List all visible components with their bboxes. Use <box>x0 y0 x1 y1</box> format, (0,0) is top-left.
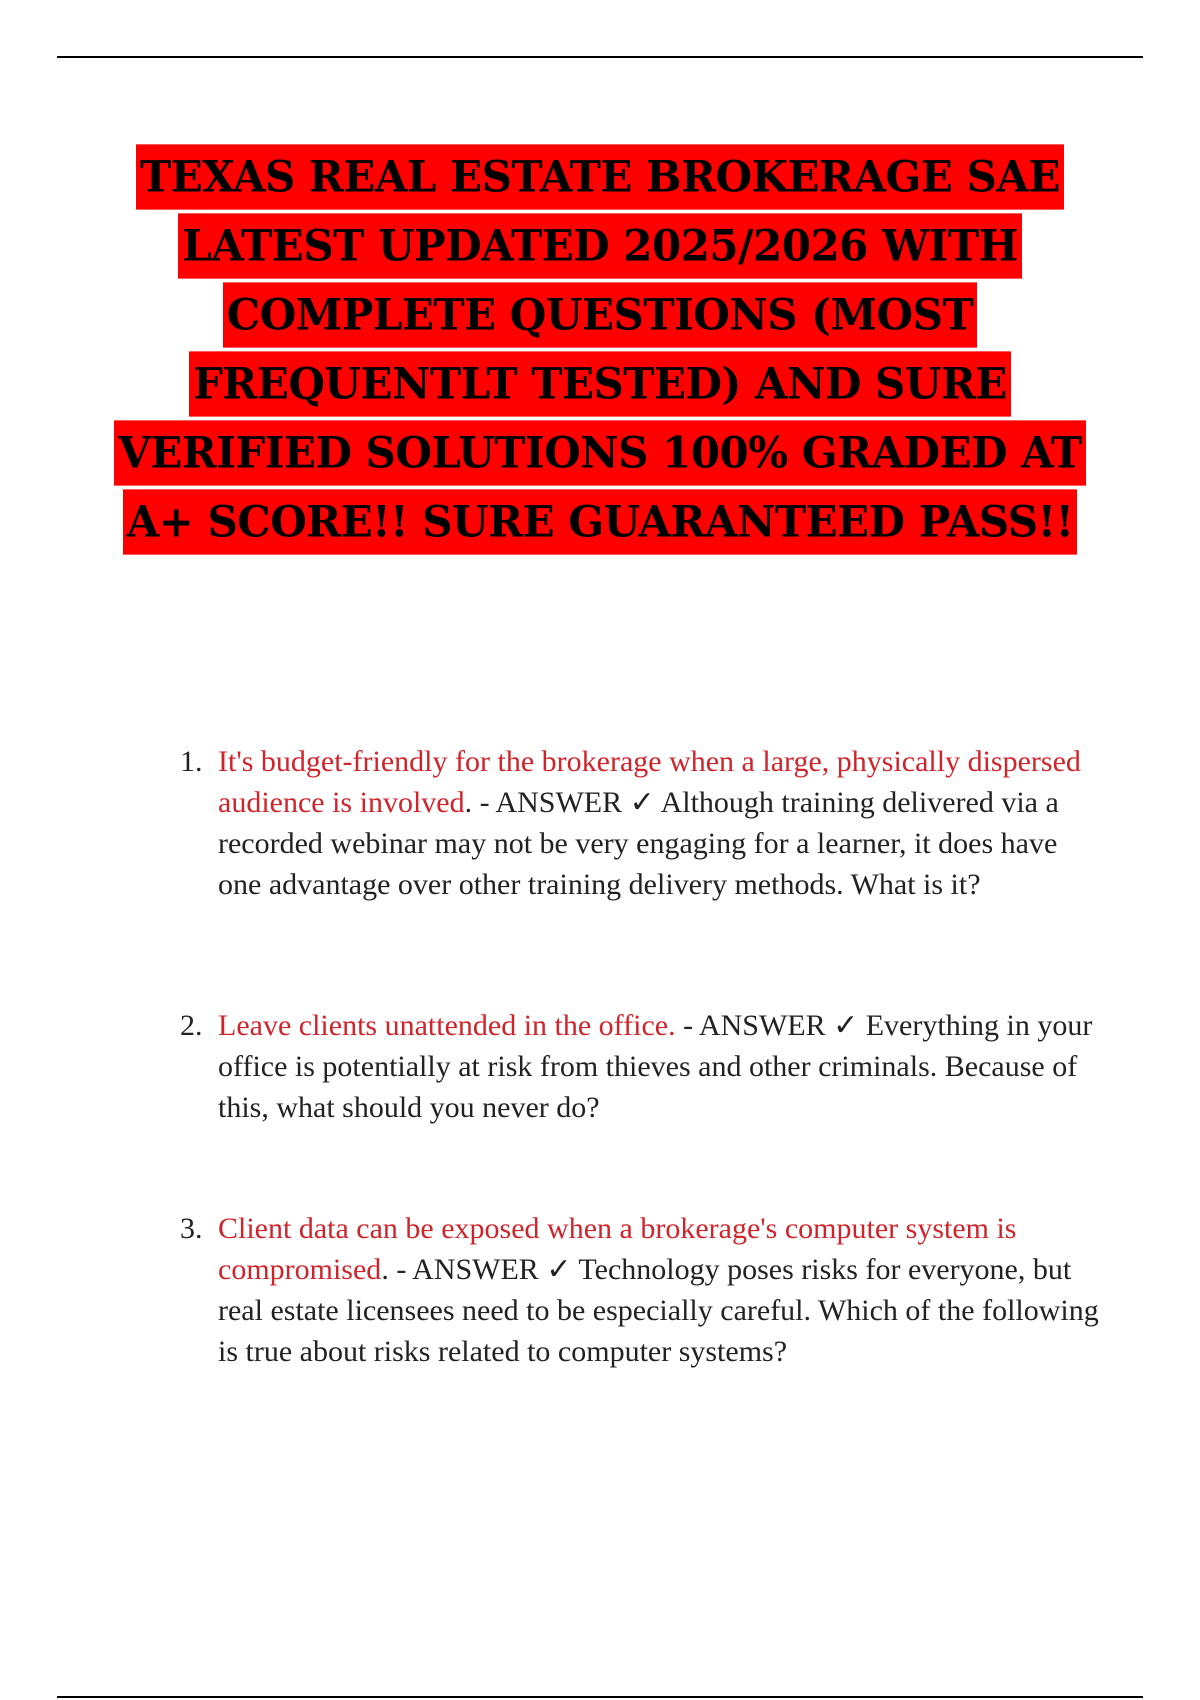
answer-separator: . - ANSWER ✓ <box>464 786 661 819</box>
item-number: 3. <box>180 1212 203 1245</box>
qa-item-3 <box>170 1208 1100 1372</box>
answer-separator: - ANSWER ✓ <box>675 1009 866 1042</box>
title-line-2: LATEST UPDATED 2025/2026 WITH <box>178 213 1022 278</box>
qa-item-1 <box>170 741 1100 905</box>
question-text: Although training delivered via a recorded webinar may not be very engaging for a learner, it does have one advantage over other training delivery methods. What is it? <box>218 786 1059 901</box>
qa-list <box>170 741 1100 1372</box>
document-title <box>100 145 1100 559</box>
answer-text: It's budget-friendly for the brokerage when a large, physically dispersed audience is involved <box>218 745 1081 819</box>
title-line-4: FREQUENTLT TESTED) AND SURE <box>189 351 1011 416</box>
qa-item-2 <box>170 1005 1100 1128</box>
item-number: 1. <box>180 745 203 778</box>
answer-text: Leave clients unattended in the office. <box>218 1009 676 1042</box>
item-number: 2. <box>180 1009 203 1042</box>
title-line-6: A+ SCORE!! SURE GUARANTEED PASS!! <box>123 489 1078 554</box>
question-text: Technology poses risks for everyone, but real estate licensees need to be especially careful. Which of the following is true about risks related to computer systems? <box>218 1253 1099 1368</box>
answer-separator: . - ANSWER ✓ <box>381 1253 579 1286</box>
bottom-rule <box>57 1696 1143 1698</box>
title-line-3: COMPLETE QUESTIONS (MOST <box>223 282 977 347</box>
title-line-5: VERIFIED SOLUTIONS 100% GRADED AT <box>114 420 1085 485</box>
title-line-1: TEXAS REAL ESTATE BROKERAGE SAE <box>136 144 1064 209</box>
answer-text: Client data can be exposed when a brokerage's computer system is compromised <box>218 1212 1017 1286</box>
top-rule <box>57 56 1143 58</box>
question-text: Everything in your office is potentially at risk from thieves and other criminals. Because of this, what should you never do? <box>218 1009 1093 1124</box>
